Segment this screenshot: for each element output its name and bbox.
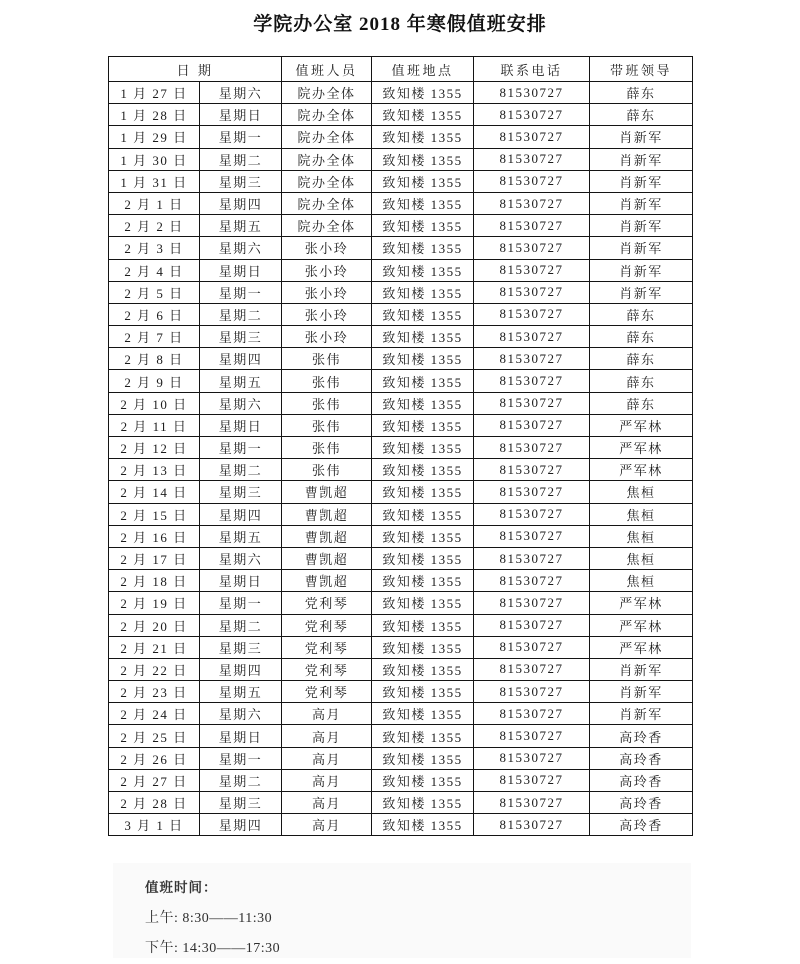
date-cell: 2 月 20 日 <box>109 614 200 636</box>
phone-cell: 81530727 <box>474 725 590 747</box>
table-row <box>109 259 693 281</box>
leader-cell: 肖新军 <box>590 281 693 303</box>
location-cell: 致知楼 1355 <box>372 681 474 703</box>
location-cell: 致知楼 1355 <box>372 170 474 192</box>
location-cell: 致知楼 1355 <box>372 592 474 614</box>
leader-cell: 严军林 <box>590 636 693 658</box>
location-cell: 致知楼 1355 <box>372 570 474 592</box>
leader-cell: 肖新军 <box>590 703 693 725</box>
leader-cell: 严军林 <box>590 614 693 636</box>
table-row <box>109 459 693 481</box>
column-header-location: 值班地点 <box>372 57 474 82</box>
person-cell: 张小玲 <box>282 303 372 325</box>
leader-cell: 薛东 <box>590 104 693 126</box>
location-cell: 致知楼 1355 <box>372 237 474 259</box>
person-cell: 院办全体 <box>282 192 372 214</box>
phone-cell: 81530727 <box>474 681 590 703</box>
date-cell: 2 月 13 日 <box>109 459 200 481</box>
leader-cell: 肖新军 <box>590 681 693 703</box>
location-cell: 致知楼 1355 <box>372 303 474 325</box>
location-cell: 致知楼 1355 <box>372 126 474 148</box>
weekday-cell: 星期日 <box>200 725 282 747</box>
leader-cell: 肖新军 <box>590 215 693 237</box>
weekday-cell: 星期六 <box>200 392 282 414</box>
person-cell: 张小玲 <box>282 259 372 281</box>
weekday-cell: 星期二 <box>200 614 282 636</box>
phone-cell: 81530727 <box>474 459 590 481</box>
person-cell: 张伟 <box>282 459 372 481</box>
table-row <box>109 547 693 569</box>
location-cell: 致知楼 1355 <box>372 792 474 814</box>
person-cell: 曹凯超 <box>282 503 372 525</box>
leader-cell: 薛东 <box>590 392 693 414</box>
leader-cell: 薛东 <box>590 326 693 348</box>
table-row <box>109 681 693 703</box>
column-header-leader: 带班领导 <box>590 57 693 82</box>
phone-cell: 81530727 <box>474 570 590 592</box>
weekday-cell: 星期六 <box>200 703 282 725</box>
person-cell: 院办全体 <box>282 104 372 126</box>
phone-cell: 81530727 <box>474 636 590 658</box>
weekday-cell: 星期日 <box>200 104 282 126</box>
person-cell: 曹凯超 <box>282 481 372 503</box>
leader-cell: 薛东 <box>590 303 693 325</box>
phone-cell: 81530727 <box>474 814 590 836</box>
phone-cell: 81530727 <box>474 237 590 259</box>
location-cell: 致知楼 1355 <box>372 525 474 547</box>
date-cell: 2 月 16 日 <box>109 525 200 547</box>
weekday-cell: 星期四 <box>200 503 282 525</box>
table-row <box>109 636 693 658</box>
weekday-cell: 星期日 <box>200 570 282 592</box>
date-cell: 1 月 28 日 <box>109 104 200 126</box>
date-cell: 2 月 9 日 <box>109 370 200 392</box>
phone-cell: 81530727 <box>474 769 590 791</box>
phone-cell: 81530727 <box>474 148 590 170</box>
location-cell: 致知楼 1355 <box>372 437 474 459</box>
leader-cell: 薛东 <box>590 348 693 370</box>
leader-cell: 严军林 <box>590 414 693 436</box>
person-cell: 高月 <box>282 792 372 814</box>
table-row <box>109 614 693 636</box>
weekday-cell: 星期一 <box>200 126 282 148</box>
person-cell: 院办全体 <box>282 148 372 170</box>
table-row <box>109 170 693 192</box>
weekday-cell: 星期五 <box>200 525 282 547</box>
phone-cell: 81530727 <box>474 348 590 370</box>
leader-cell: 高玲香 <box>590 792 693 814</box>
leader-cell: 肖新军 <box>590 170 693 192</box>
phone-cell: 81530727 <box>474 614 590 636</box>
person-cell: 张伟 <box>282 392 372 414</box>
weekday-cell: 星期一 <box>200 747 282 769</box>
date-cell: 2 月 25 日 <box>109 725 200 747</box>
date-cell: 2 月 5 日 <box>109 281 200 303</box>
location-cell: 致知楼 1355 <box>372 481 474 503</box>
phone-cell: 81530727 <box>474 414 590 436</box>
table-row <box>109 392 693 414</box>
weekday-cell: 星期四 <box>200 192 282 214</box>
location-cell: 致知楼 1355 <box>372 392 474 414</box>
phone-cell: 81530727 <box>474 170 590 192</box>
table-row <box>109 658 693 680</box>
phone-cell: 81530727 <box>474 703 590 725</box>
page-title: 学院办公室 2018 年寒假值班安排 <box>253 14 547 35</box>
date-cell: 2 月 24 日 <box>109 703 200 725</box>
weekday-cell: 星期六 <box>200 547 282 569</box>
person-cell: 院办全体 <box>282 126 372 148</box>
leader-cell: 肖新军 <box>590 192 693 214</box>
phone-cell: 81530727 <box>474 747 590 769</box>
date-cell: 2 月 26 日 <box>109 747 200 769</box>
phone-cell: 81530727 <box>474 303 590 325</box>
phone-cell: 81530727 <box>474 370 590 392</box>
afternoon-hours: 下午: 14:30——17:30 <box>145 941 281 956</box>
date-cell: 1 月 27 日 <box>109 82 200 104</box>
weekday-cell: 星期四 <box>200 814 282 836</box>
leader-cell: 肖新军 <box>590 658 693 680</box>
weekday-cell: 星期六 <box>200 82 282 104</box>
date-cell: 2 月 22 日 <box>109 658 200 680</box>
weekday-cell: 星期日 <box>200 259 282 281</box>
leader-cell: 高玲香 <box>590 814 693 836</box>
person-cell: 张小玲 <box>282 281 372 303</box>
location-cell: 致知楼 1355 <box>372 259 474 281</box>
phone-cell: 81530727 <box>474 281 590 303</box>
date-cell: 2 月 28 日 <box>109 792 200 814</box>
person-cell: 院办全体 <box>282 170 372 192</box>
table-row <box>109 525 693 547</box>
leader-cell: 严军林 <box>590 459 693 481</box>
table-row <box>109 703 693 725</box>
phone-cell: 81530727 <box>474 437 590 459</box>
weekday-cell: 星期五 <box>200 681 282 703</box>
leader-cell: 焦桓 <box>590 525 693 547</box>
location-cell: 致知楼 1355 <box>372 503 474 525</box>
leader-cell: 焦桓 <box>590 481 693 503</box>
location-cell: 致知楼 1355 <box>372 725 474 747</box>
weekday-cell: 星期五 <box>200 215 282 237</box>
location-cell: 致知楼 1355 <box>372 281 474 303</box>
phone-cell: 81530727 <box>474 392 590 414</box>
date-cell: 2 月 21 日 <box>109 636 200 658</box>
phone-cell: 81530727 <box>474 192 590 214</box>
weekday-cell: 星期三 <box>200 636 282 658</box>
duty-table-body <box>109 82 693 836</box>
table-row <box>109 104 693 126</box>
weekday-cell: 星期六 <box>200 237 282 259</box>
table-row <box>109 215 693 237</box>
person-cell: 曹凯超 <box>282 570 372 592</box>
location-cell: 致知楼 1355 <box>372 215 474 237</box>
date-cell: 2 月 27 日 <box>109 769 200 791</box>
table-row <box>109 592 693 614</box>
person-cell: 张小玲 <box>282 326 372 348</box>
leader-cell: 高玲香 <box>590 747 693 769</box>
location-cell: 致知楼 1355 <box>372 192 474 214</box>
weekday-cell: 星期四 <box>200 658 282 680</box>
weekday-cell: 星期三 <box>200 792 282 814</box>
location-cell: 致知楼 1355 <box>372 82 474 104</box>
location-cell: 致知楼 1355 <box>372 636 474 658</box>
person-cell: 高月 <box>282 747 372 769</box>
phone-cell: 81530727 <box>474 547 590 569</box>
person-cell: 张小玲 <box>282 237 372 259</box>
leader-cell: 焦桓 <box>590 570 693 592</box>
leader-cell: 肖新军 <box>590 148 693 170</box>
phone-cell: 81530727 <box>474 503 590 525</box>
phone-cell: 81530727 <box>474 525 590 547</box>
table-row <box>109 303 693 325</box>
table-row <box>109 326 693 348</box>
duty-table-header <box>109 57 693 82</box>
date-cell: 2 月 6 日 <box>109 303 200 325</box>
morning-hours: 上午: 8:30——11:30 <box>145 911 273 926</box>
weekday-cell: 星期日 <box>200 414 282 436</box>
person-cell: 张伟 <box>282 437 372 459</box>
table-row <box>109 769 693 791</box>
date-cell: 2 月 3 日 <box>109 237 200 259</box>
date-cell: 2 月 10 日 <box>109 392 200 414</box>
location-cell: 致知楼 1355 <box>372 547 474 569</box>
person-cell: 党利琴 <box>282 636 372 658</box>
leader-cell: 高玲香 <box>590 725 693 747</box>
location-cell: 致知楼 1355 <box>372 348 474 370</box>
phone-cell: 81530727 <box>474 82 590 104</box>
date-cell: 2 月 15 日 <box>109 503 200 525</box>
weekday-cell: 星期四 <box>200 348 282 370</box>
leader-cell: 焦桓 <box>590 503 693 525</box>
table-row <box>109 370 693 392</box>
weekday-cell: 星期二 <box>200 769 282 791</box>
weekday-cell: 星期一 <box>200 437 282 459</box>
person-cell: 张伟 <box>282 414 372 436</box>
date-cell: 2 月 4 日 <box>109 259 200 281</box>
person-cell: 张伟 <box>282 370 372 392</box>
weekday-cell: 星期二 <box>200 459 282 481</box>
date-cell: 2 月 18 日 <box>109 570 200 592</box>
date-cell: 2 月 2 日 <box>109 215 200 237</box>
leader-cell: 肖新军 <box>590 259 693 281</box>
phone-cell: 81530727 <box>474 215 590 237</box>
location-cell: 致知楼 1355 <box>372 370 474 392</box>
date-cell: 2 月 23 日 <box>109 681 200 703</box>
column-header-phone: 联系电话 <box>474 57 590 82</box>
date-cell: 2 月 19 日 <box>109 592 200 614</box>
leader-cell: 肖新军 <box>590 237 693 259</box>
location-cell: 致知楼 1355 <box>372 614 474 636</box>
location-cell: 致知楼 1355 <box>372 703 474 725</box>
location-cell: 致知楼 1355 <box>372 414 474 436</box>
date-cell: 2 月 8 日 <box>109 348 200 370</box>
leader-cell: 高玲香 <box>590 769 693 791</box>
weekday-cell: 星期一 <box>200 592 282 614</box>
weekday-cell: 星期三 <box>200 170 282 192</box>
person-cell: 党利琴 <box>282 658 372 680</box>
location-cell: 致知楼 1355 <box>372 326 474 348</box>
person-cell: 院办全体 <box>282 215 372 237</box>
leader-cell: 严军林 <box>590 437 693 459</box>
person-cell: 张伟 <box>282 348 372 370</box>
date-cell: 2 月 14 日 <box>109 481 200 503</box>
location-cell: 致知楼 1355 <box>372 148 474 170</box>
leader-cell: 肖新军 <box>590 126 693 148</box>
location-cell: 致知楼 1355 <box>372 658 474 680</box>
person-cell: 高月 <box>282 814 372 836</box>
weekday-cell: 星期三 <box>200 481 282 503</box>
person-cell: 高月 <box>282 725 372 747</box>
table-row <box>109 126 693 148</box>
column-header-date: 日 期 <box>109 57 282 82</box>
date-cell: 2 月 7 日 <box>109 326 200 348</box>
person-cell: 党利琴 <box>282 592 372 614</box>
duty-hours-panel <box>113 863 691 958</box>
location-cell: 致知楼 1355 <box>372 747 474 769</box>
person-cell: 曹凯超 <box>282 547 372 569</box>
phone-cell: 81530727 <box>474 481 590 503</box>
date-cell: 3 月 1 日 <box>109 814 200 836</box>
person-cell: 党利琴 <box>282 614 372 636</box>
weekday-cell: 星期三 <box>200 326 282 348</box>
table-row <box>109 82 693 104</box>
table-row <box>109 814 693 836</box>
weekday-cell: 星期二 <box>200 148 282 170</box>
table-row <box>109 414 693 436</box>
weekday-cell: 星期一 <box>200 281 282 303</box>
location-cell: 致知楼 1355 <box>372 769 474 791</box>
date-cell: 2 月 17 日 <box>109 547 200 569</box>
person-cell: 党利琴 <box>282 681 372 703</box>
date-cell: 2 月 1 日 <box>109 192 200 214</box>
phone-cell: 81530727 <box>474 326 590 348</box>
phone-cell: 81530727 <box>474 126 590 148</box>
person-cell: 曹凯超 <box>282 525 372 547</box>
phone-cell: 81530727 <box>474 592 590 614</box>
leader-cell: 严军林 <box>590 592 693 614</box>
table-row <box>109 747 693 769</box>
phone-cell: 81530727 <box>474 792 590 814</box>
date-cell: 2 月 11 日 <box>109 414 200 436</box>
table-row <box>109 437 693 459</box>
date-cell: 1 月 29 日 <box>109 126 200 148</box>
phone-cell: 81530727 <box>474 104 590 126</box>
table-row <box>109 281 693 303</box>
phone-cell: 81530727 <box>474 658 590 680</box>
weekday-cell: 星期二 <box>200 303 282 325</box>
table-row <box>109 792 693 814</box>
person-cell: 高月 <box>282 769 372 791</box>
person-cell: 院办全体 <box>282 82 372 104</box>
duty-hours-heading: 值班时间： <box>145 880 218 895</box>
table-row <box>109 725 693 747</box>
table-row <box>109 503 693 525</box>
leader-cell: 焦桓 <box>590 547 693 569</box>
table-row <box>109 148 693 170</box>
duty-table <box>108 56 693 836</box>
location-cell: 致知楼 1355 <box>372 814 474 836</box>
date-cell: 1 月 31 日 <box>109 170 200 192</box>
header-row <box>109 57 693 82</box>
date-cell: 1 月 30 日 <box>109 148 200 170</box>
table-row <box>109 192 693 214</box>
table-row <box>109 237 693 259</box>
leader-cell: 薛东 <box>590 82 693 104</box>
date-cell: 2 月 12 日 <box>109 437 200 459</box>
weekday-cell: 星期五 <box>200 370 282 392</box>
location-cell: 致知楼 1355 <box>372 104 474 126</box>
table-row <box>109 570 693 592</box>
table-row <box>109 348 693 370</box>
phone-cell: 81530727 <box>474 259 590 281</box>
leader-cell: 薛东 <box>590 370 693 392</box>
location-cell: 致知楼 1355 <box>372 459 474 481</box>
column-header-person: 值班人员 <box>282 57 372 82</box>
person-cell: 高月 <box>282 703 372 725</box>
table-row <box>109 481 693 503</box>
